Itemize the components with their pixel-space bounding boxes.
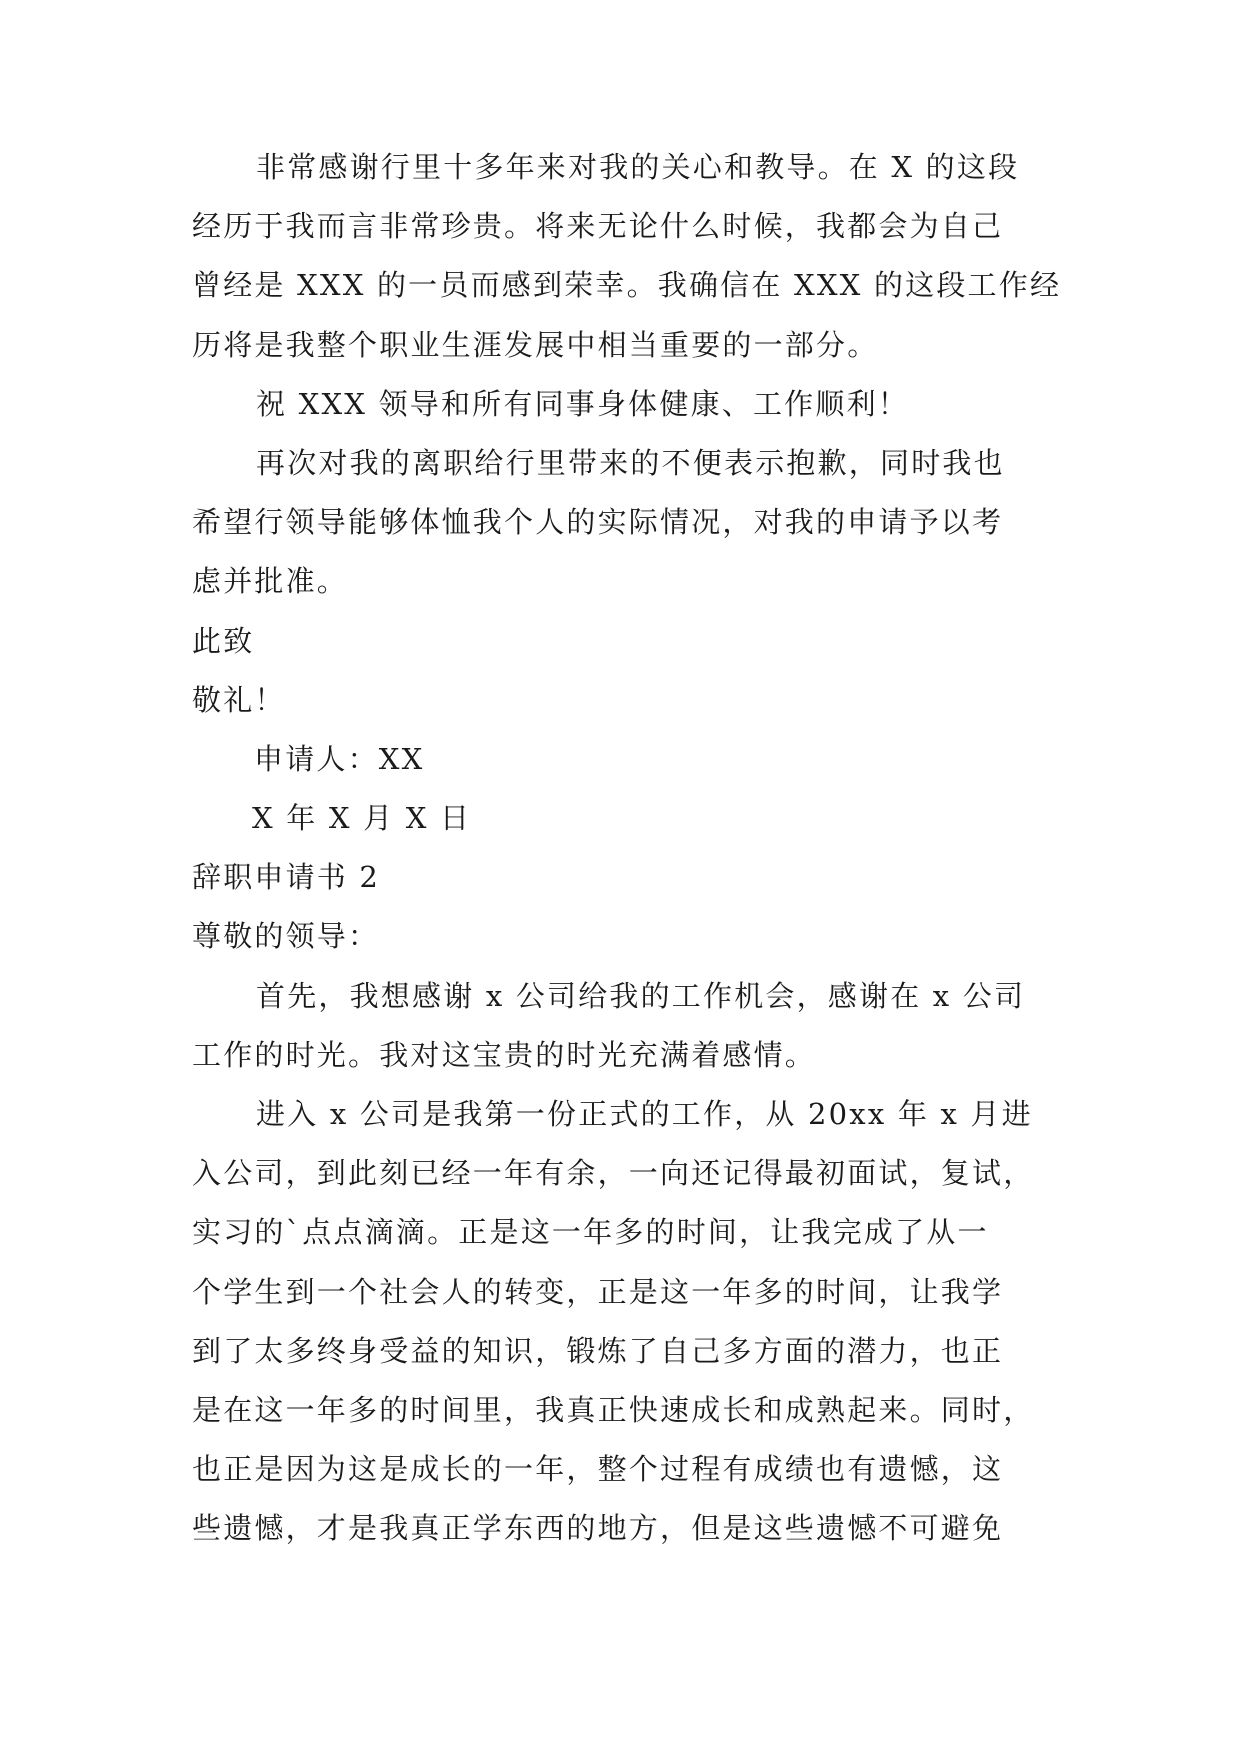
paragraph-line: 也正是因为这是成长的一年，整个过程有成绩也有遗憾，这 [192, 1452, 1004, 1487]
greeting-line: 尊敬的领导： [192, 919, 380, 954]
paragraph-line: 历将是我整个职业生涯发展中相当重要的一部分。 [192, 327, 879, 362]
paragraph-line: 实习的`点点滴滴。正是这一年多的时间，让我完成了从一 [192, 1215, 989, 1250]
paragraph-line: 虑并批准。 [192, 564, 349, 599]
paragraph-line: 入公司，到此刻已经一年有余，一向还记得最初面试，复试， [192, 1156, 1035, 1191]
paragraph-line: 些遗憾，才是我真正学东西的地方，但是这些遗憾不可避免 [192, 1511, 1004, 1546]
salutation-line: 敬礼！ [192, 682, 286, 717]
date-line: X 年 X 月 X 日 [252, 801, 472, 836]
paragraph-line: 首先，我想感谢 x 公司给我的工作机会，感谢在 x 公司 [256, 978, 1026, 1013]
document-page [192, 138, 1060, 1559]
paragraph-line: 经历于我而言非常珍贵。将来无论什么时候，我都会为自己 [192, 209, 1004, 244]
paragraph-line: 工作的时光。我对这宝贵的时光充满着感情。 [192, 1037, 817, 1072]
paragraph-line: 曾经是 XXX 的一员而感到荣幸。我确信在 XXX 的这段工作经 [192, 268, 1062, 303]
paragraph-line: 非常感谢行里十多年来对我的关心和教导。在 X 的这段 [256, 150, 1020, 184]
applicant-line: 申请人：XX [254, 741, 425, 776]
paragraph-line: 祝 XXX 领导和所有同事身体健康、工作顺利！ [256, 386, 909, 421]
paragraph-line: 是在这一年多的时间里，我真正快速成长和成熟起来。同时， [192, 1392, 1035, 1427]
closing-line: 此致 [192, 623, 255, 658]
paragraph-line: 到了太多终身受益的知识，锻炼了自己多方面的潜力，也正 [192, 1333, 1004, 1368]
paragraph-line: 再次对我的离职给行里带来的不便表示抱歉，同时我也 [256, 445, 1005, 480]
paragraph-line: 个学生到一个社会人的转变，正是这一年多的时间，让我学 [192, 1274, 1004, 1309]
paragraph-line: 进入 x 公司是我第一份正式的工作，从 20xx 年 x 月进 [256, 1097, 1033, 1131]
section-title: 辞职申请书 2 [192, 860, 381, 895]
paragraph-line: 希望行领导能够体恤我个人的实际情况，对我的申请予以考 [192, 505, 1004, 540]
